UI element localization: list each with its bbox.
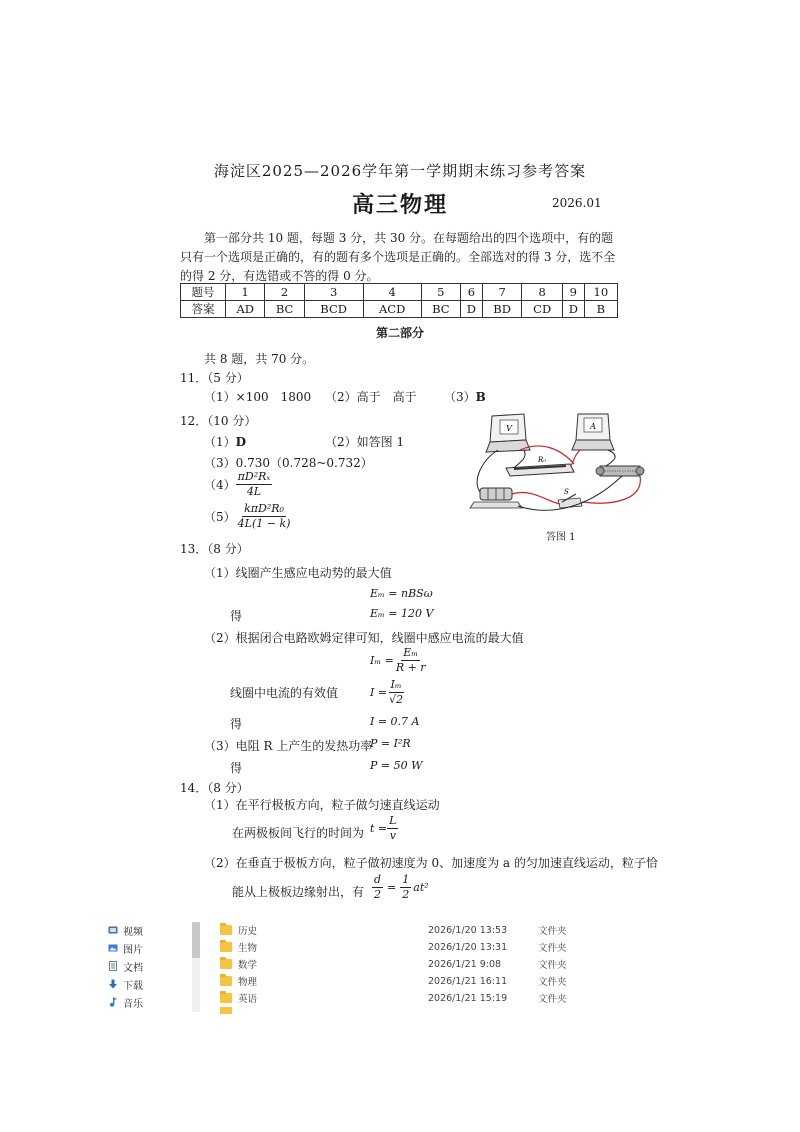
q13-effective-label: 线圈中电流的有效值 (230, 686, 339, 700)
question-number: 6 (460, 284, 482, 301)
music-icon (108, 997, 118, 1007)
question-number: 5 (421, 284, 460, 301)
folder-icon (220, 925, 232, 935)
file-name: 生物 (238, 943, 258, 954)
resistor-label: R₀ (538, 456, 547, 464)
q13-heading: 13．（8 分） (180, 542, 249, 556)
file-date: 2026/1/21 16:11 (428, 975, 508, 987)
equation-left: Iₘ = (370, 654, 394, 667)
answer-label: （5） (204, 510, 236, 524)
denominator: R + r (395, 661, 426, 674)
q12-answer-4 (204, 470, 272, 499)
q14-eq-displacement (372, 873, 429, 902)
q12-answer-3: （3）0.730（0.728~0.732） (204, 456, 373, 470)
answer-value: D (235, 435, 247, 449)
file-row[interactable] (220, 956, 610, 972)
q13-eq-emax: Eₘ = nBSω (370, 587, 433, 600)
voltmeter-label: V (506, 424, 512, 433)
question-number: 7 (482, 284, 522, 301)
q13-eq-power-value: P = 50 W (370, 759, 423, 772)
numerator: d (374, 873, 382, 886)
answer-cell: BC (421, 301, 460, 318)
part2-summary: 共 8 题，共 70 分。 (204, 352, 315, 366)
nav-item-downloads[interactable] (108, 976, 143, 992)
q12-answer-1 (204, 433, 246, 450)
answer-label: （1） (204, 435, 236, 449)
scrollbar-thumb[interactable] (192, 922, 200, 958)
file-row[interactable] (220, 939, 610, 955)
ammeter-label: A (590, 422, 596, 431)
q11-answer-2: （2）高于 高于 (325, 390, 417, 404)
answer-label: （4） (204, 478, 236, 492)
file-date: 2026/1/21 9:08 (428, 958, 502, 970)
answer-table (180, 283, 618, 318)
denominator: 4L(1 − k) (237, 517, 291, 530)
nav-label: 图片 (123, 944, 143, 956)
numerator: kπD²R₀ (244, 502, 284, 515)
file-date: 2026/1/20 13:31 (428, 941, 508, 953)
q14-eq-time (370, 814, 398, 843)
answer-cell: BC (265, 301, 304, 318)
q11-answer-1: （1）×100 1800 (204, 390, 312, 404)
formula-fraction (236, 502, 293, 531)
file-date: 2026/1/20 13:53 (428, 924, 508, 936)
question-number: 9 (562, 284, 584, 301)
file-type: 文件夹 (538, 926, 567, 937)
numerator: L (389, 814, 397, 827)
downloads-icon (108, 979, 118, 989)
file-type: 文件夹 (538, 994, 567, 1005)
denominator: 2 (402, 888, 410, 901)
equation-left: t = (370, 822, 388, 835)
numerator: πD²Rₓ (237, 470, 271, 483)
q12-heading: 12．（10 分） (180, 414, 257, 428)
answer-cell: ACD (363, 301, 421, 318)
q13-eq-power: P = I²R (370, 737, 411, 750)
file-name: 数学 (238, 960, 258, 971)
file-type: 文件夹 (538, 977, 567, 988)
file-name: 英语 (238, 994, 258, 1005)
video-icon (108, 925, 118, 935)
nav-item-videos[interactable] (108, 922, 143, 938)
q13-step-1: （1）线圈产生感应电动势的最大值 (204, 566, 392, 580)
formula-fraction (372, 873, 383, 902)
q12-answer-5 (204, 502, 292, 531)
denominator: √2 (389, 693, 404, 706)
q13-eq-ieff-value: I = 0.7 A (370, 715, 420, 728)
part2-title: 第二部分 (375, 326, 424, 340)
q11-answer-3 (444, 388, 486, 405)
q14-step-2-cont: 能从上极板边缘射出，有 (232, 885, 365, 899)
file-name: 物理 (238, 977, 258, 988)
q13-step-2: （2）根据闭合电路欧姆定律可知，线圈中感应电流的最大值 (204, 631, 524, 645)
answer-cell: BCD (304, 301, 363, 318)
file-row[interactable] (220, 990, 610, 1006)
q13-eq-ieff (370, 678, 405, 707)
answer-value: B (475, 390, 486, 404)
numerator: 1 (402, 873, 410, 886)
battery (470, 488, 522, 508)
q13-de-1: 得 (230, 609, 243, 623)
q12-answer-2: （2）如答图 1 (325, 435, 405, 449)
question-number: 1 (226, 284, 265, 301)
question-number: 2 (265, 284, 304, 301)
folder-icon (220, 942, 232, 952)
file-row[interactable] (220, 973, 610, 989)
row-label: 题号 (181, 284, 226, 301)
document-title: 海淀区2025—2026学年第一学期期末练习参考答案 (213, 162, 587, 180)
voltmeter (486, 414, 530, 452)
subject-title: 高三物理 (351, 192, 448, 218)
file-date: 2026/1/21 15:19 (428, 992, 508, 1004)
answer-cell: B (584, 301, 617, 318)
folder-icon (220, 976, 232, 986)
answer-cell: D (562, 301, 584, 318)
nav-label: 音乐 (123, 998, 143, 1010)
circuit-figure (462, 410, 650, 520)
q13-eq-imax (370, 646, 428, 675)
denominator: v (389, 829, 396, 842)
q14-step-2: （2）在垂直于极板方向，粒子做初速度为 0、加速度为 a 的匀加速直线运动，粒子恰 (204, 856, 658, 870)
equation-left: I = (370, 686, 388, 699)
answer-label: （3） (444, 390, 476, 404)
answer-cell: D (460, 301, 482, 318)
file-type: 文件夹 (538, 943, 567, 954)
answer-cell: AD (226, 301, 265, 318)
nav-label: 文档 (123, 962, 143, 974)
nav-label: 视频 (123, 926, 143, 938)
q13-step-3: （3）电阻 R 上产生的发热功率 (204, 739, 373, 753)
nav-item-documents[interactable] (108, 958, 143, 974)
file-type: 文件夹 (538, 960, 567, 971)
file-row[interactable] (220, 922, 610, 938)
q14-step-1: （1）在平行极板方向，粒子做匀速直线运动 (204, 798, 440, 812)
nav-item-music[interactable] (108, 994, 143, 1010)
equation-tail: at² (413, 881, 429, 894)
equals-sign: = (387, 881, 397, 894)
formula-fraction (387, 814, 398, 843)
denominator: 2 (374, 888, 382, 901)
file-explorer-panel (96, 918, 616, 1014)
numerator: Eₘ (403, 646, 419, 659)
formula-fraction (400, 873, 411, 902)
file-row-partial[interactable] (220, 1007, 610, 1014)
folder-icon (220, 993, 232, 1003)
nav-item-pictures[interactable] (108, 940, 143, 956)
question-number: 8 (522, 284, 562, 301)
vertical-scrollbar[interactable] (192, 922, 200, 1012)
ammeter (572, 414, 614, 450)
question-number: 3 (304, 284, 363, 301)
row-label: 答案 (181, 301, 226, 318)
folder-icon (220, 959, 232, 969)
answer-cell: BD (482, 301, 522, 318)
formula-fraction (387, 678, 405, 707)
denominator: 4L (246, 485, 262, 498)
numerator: Iₘ (390, 678, 402, 691)
documents-icon (108, 961, 118, 971)
document-date: 2026.01 (552, 196, 602, 210)
switch-label: S (564, 488, 569, 496)
rheostat (596, 466, 644, 476)
part1-instructions: 第一部分共 10 题，每题 3 分，共 30 分。在每题给出的四个选项中，有的题只有一个选项是正确的，有的题有多个选项是正确的。全部选对的得 3 分，选不全的得 2 分，有选错或不答的得 0 分。 (180, 231, 616, 283)
q13-de-3: 得 (230, 761, 243, 775)
q11-heading: 11．（5 分） (180, 371, 249, 385)
q14-time-label: 在两极板间飞行的时间为 (232, 826, 365, 840)
q13-de-2: 得 (230, 717, 243, 731)
pictures-icon (108, 943, 118, 953)
formula-fraction (236, 470, 273, 499)
figure-caption: 答图 1 (546, 532, 576, 543)
q14-heading: 14．（8 分） (180, 781, 249, 795)
nav-label: 下载 (123, 980, 143, 992)
folder-icon (220, 1007, 232, 1014)
question-number: 4 (363, 284, 421, 301)
answer-cell: CD (522, 301, 562, 318)
formula-fraction (394, 646, 428, 675)
switch (558, 488, 582, 508)
answer-row (181, 301, 618, 318)
q13-eq-emax-value: Eₘ = 120 V (370, 607, 434, 620)
file-name: 历史 (238, 926, 258, 937)
question-number-row (181, 284, 618, 301)
question-number: 10 (584, 284, 617, 301)
